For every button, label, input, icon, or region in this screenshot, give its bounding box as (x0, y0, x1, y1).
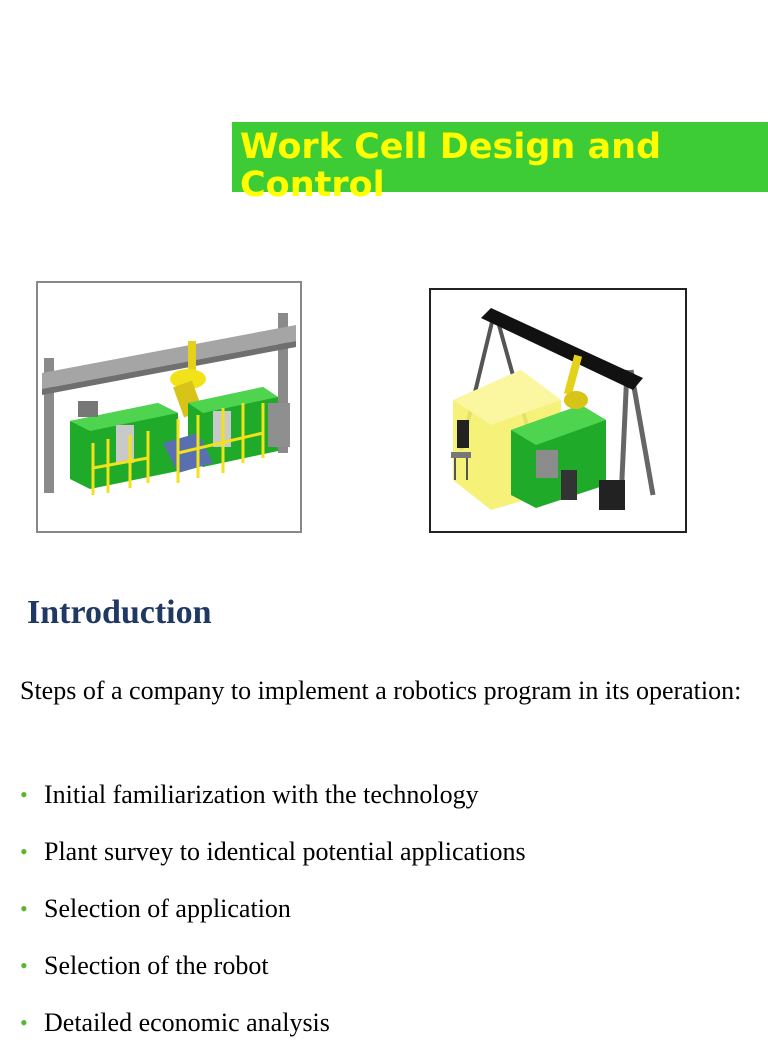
bullet-icon: • (20, 896, 28, 921)
list-item (20, 950, 760, 1007)
slide-title: Work Cell Design and Control (240, 127, 662, 205)
bullet-icon: • (20, 839, 28, 864)
list-item-text: Selection of application (44, 894, 291, 923)
list-item (20, 779, 760, 836)
list-item (20, 893, 760, 950)
steps-list (20, 779, 760, 1064)
gantry-robot-work-cell-image (36, 281, 302, 533)
list-item-text: Plant survey to identical potential applications (44, 837, 526, 866)
list-item (20, 836, 760, 893)
section-heading: Introduction (27, 594, 212, 631)
list-item-text: Initial familiarization with the technology (44, 780, 479, 809)
list-item-text: Selection of the robot (44, 951, 269, 980)
bullet-icon: • (20, 953, 28, 978)
bullet-icon: • (20, 782, 28, 807)
overhead-robot-work-cell-image (429, 288, 687, 533)
list-item (20, 1007, 760, 1064)
intro-text: Steps of a company to implement a robotics program in its operation: (20, 676, 742, 705)
bullet-icon: • (20, 1010, 28, 1035)
list-item-text: Detailed economic analysis (44, 1008, 330, 1037)
